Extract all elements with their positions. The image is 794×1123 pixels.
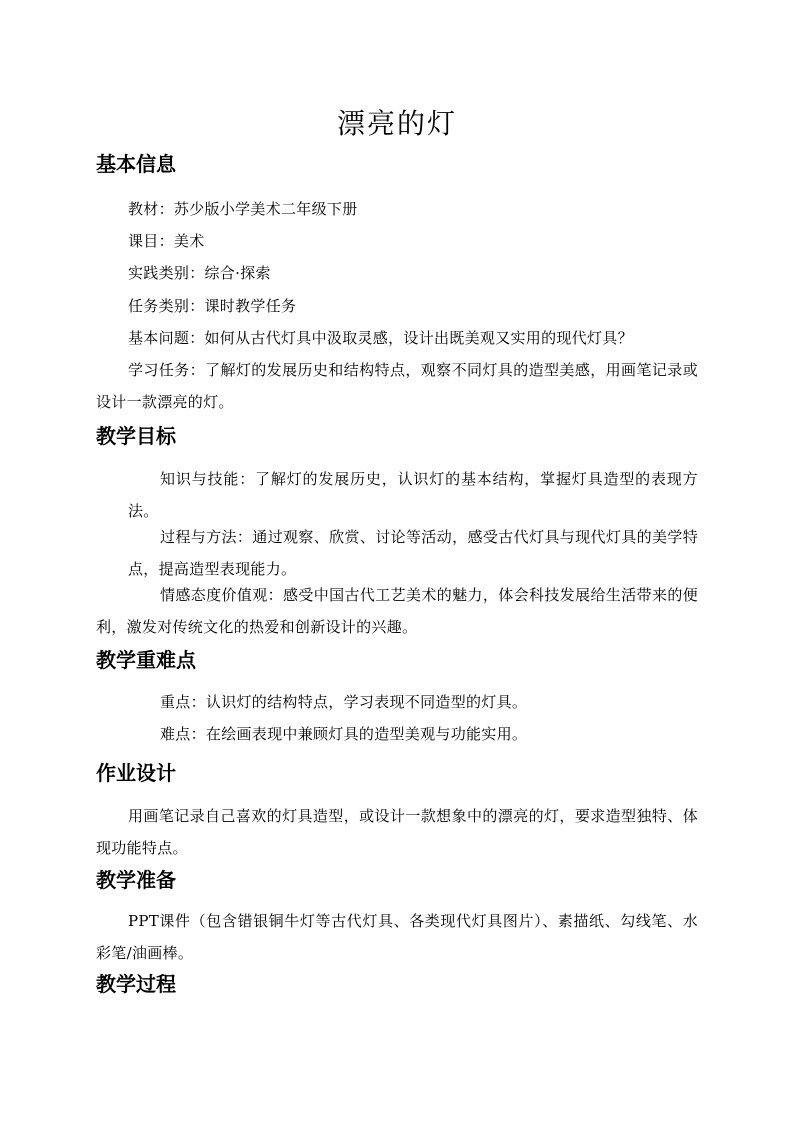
practice-type-line: 实践类别：综合·探索 bbox=[128, 264, 271, 282]
section-heading-objectives: 教学目标 bbox=[96, 424, 176, 448]
section-heading-basic-info: 基本信息 bbox=[96, 152, 176, 176]
objective-process: 过程与方法：通过观察、欣赏、讨论等活动，感受古代灯具与现代灯具的美学特点，提高造型表现能力。 bbox=[128, 528, 698, 578]
difficulty-line: 难点：在绘画表现中兼顾灯具的造型美观与功能实用。 bbox=[160, 725, 528, 743]
section-heading-homework: 作业设计 bbox=[96, 761, 176, 785]
objective-emotion: 情感态度价值观：感受中国古代工艺美术的魅力，体会科技发展给生活带来的便利，激发对传统文化的热爱和创新设计的兴趣。 bbox=[96, 586, 698, 636]
preparation-paragraph: PPT课件（包含错银铜牛灯等古代灯具、各类现代灯具图片）、素描纸、勾线笔、水彩笔/油画棒。 bbox=[96, 912, 698, 962]
basic-question-line: 基本问题：如何从古代灯具中汲取灵感，设计出既美观又实用的现代灯具？ bbox=[128, 329, 633, 347]
task-type-line: 任务类别：课时教学任务 bbox=[128, 297, 297, 315]
section-heading-key-points: 教学重难点 bbox=[96, 648, 196, 672]
homework-paragraph: 用画笔记录自己喜欢的灯具造型，或设计一款想象中的漂亮的灯，要求造型独特、体现功能特点。 bbox=[96, 807, 698, 857]
key-point-line: 重点：认识灯的结构特点，学习表现不同造型的灯具。 bbox=[160, 693, 528, 711]
objective-knowledge: 知识与技能：了解灯的发展历史，认识灯的基本结构，掌握灯具造型的表现方法。 bbox=[128, 470, 698, 520]
subject-line: 课目：美术 bbox=[128, 232, 205, 250]
textbook-line: 教材：苏少版小学美术二年级下册 bbox=[128, 200, 358, 218]
learning-task-paragraph: 学习任务：了解灯的发展历史和结构特点，观察不同灯具的造型美感，用画笔记录或设计一款漂亮的灯。 bbox=[96, 361, 698, 411]
section-heading-process: 教学过程 bbox=[96, 972, 176, 996]
section-heading-preparation: 教学准备 bbox=[96, 868, 176, 892]
document-title: 漂亮的灯 bbox=[336, 107, 457, 140]
